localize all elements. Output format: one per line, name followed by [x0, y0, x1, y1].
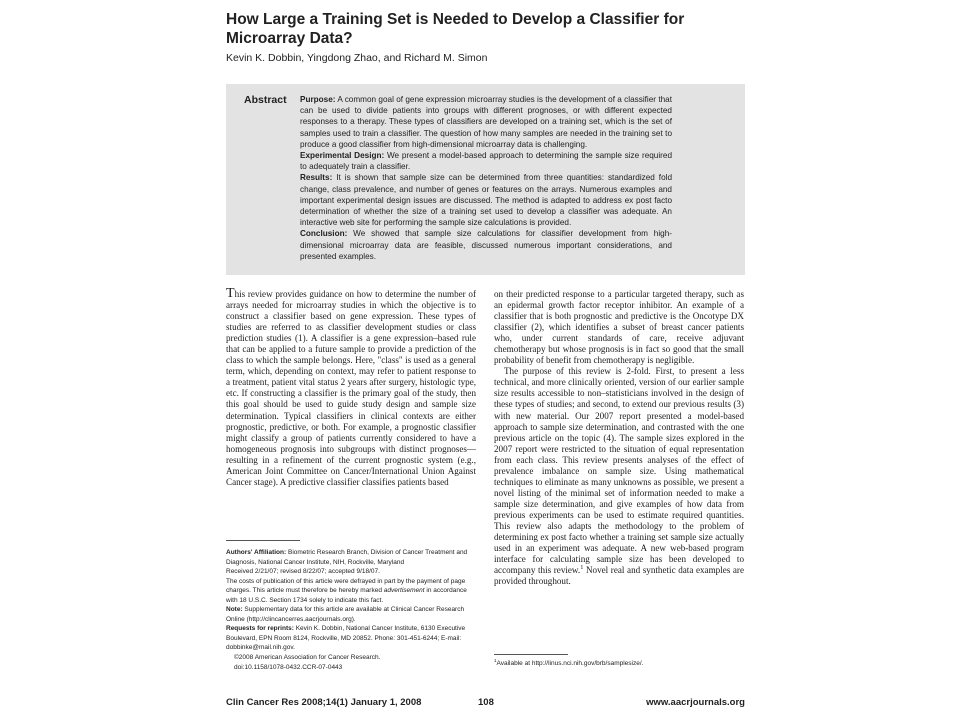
reprints-note [226, 624, 478, 653]
abstract-text-design: We present a model-based approach to determining the sample size required to adequately train a classifier. [300, 151, 673, 172]
received-dates: Received 2/21/07; revised 8/22/07; accepted 9/18/07. [226, 568, 380, 576]
abstract-label-conclusion: Conclusion: [300, 229, 348, 239]
article-title: How Large a Training Set is Needed to Develop a Classifier for Microarray Data? [226, 11, 685, 47]
abstract-label-purpose: Purpose: [300, 95, 336, 104]
purpose-text: The purpose of this review is 2-fold. First, to present a less technical, and more clinically oriented, version of our earlier sample size results accessible to non–statisticians involved in the design of these types of studies; and second, to extend our previous results (3) with new material. Our 2007 report presented a model-based approach to sample size determination, and contrasted with the one previous article on the topic (4). The sample sizes explored in the 2007 report were restricted to the situation of equal representation from each class. This review presents analyses of the effect of prevalence imbalance on sample size. Using mathematical techniques to eliminate as many unknowns as possible, we present a novel listing of the minimal set of information needed to make a sample size determination, and give examples of how data from previous experiments can be used to estimate required quantities. This review also adapts the methodology to the problem of determining ex post facto whether a training set sample size actually used in an experiment was adequate. A new web-based program interface for calculating sample size has been developed to accompany this review. [494, 366, 744, 576]
reprints-label: Requests for reprints: [226, 625, 294, 633]
abstract-body [300, 94, 672, 262]
reprints-text: Kevin K. Dobbin, National Cancer Institute, 6130 Executive Boulevard, EPN Room 8124, Rockville, MD 20852. Phone: 301-451-6244; E-mail: dobbinke@mail.nih.gov. [226, 625, 466, 652]
affiliation-label: Authors' Affiliation: [226, 549, 287, 556]
abstract-purpose [300, 94, 672, 150]
footnote-divider [494, 654, 568, 655]
front-matter-notes [226, 548, 478, 672]
abstract-conclusion [300, 228, 672, 262]
body-paragraph-1: on their predicted response to a particular targeted therapy, such as an epidermal growth factor receptor inhibitor. An example of a classifier that is both prognostic and predictive is the Oncotype DX classifier (2), which identifies a subset of breast cancer patients who, under current standards of care, receive adjuvant chemotherapy but whose prognosis is in fact so good that the small probability of benefit from chemotherapy is negligible. [494, 289, 744, 366]
costs-text-b: in accordance with 18 U.S.C. Section 1734 solely to indicate this fact. [226, 587, 467, 604]
body-paragraph-2 [494, 366, 744, 587]
costs-note [226, 577, 478, 606]
supplementary-note [226, 605, 478, 624]
footer-page-number: 108 [478, 697, 494, 708]
footer-journal-url: www.aacrjournals.org [646, 697, 745, 708]
footer-journal-citation: Clin Cancer Res 2008;14(1) January 1, 2008 [226, 697, 422, 708]
costs-italic: advertisement [383, 587, 425, 595]
affiliation-text: Biometric Research Branch, Division of Cancer Treatment and Diagnosis, National Cancer Institute, NIH, Rockville, Maryland [226, 549, 468, 566]
footnote-text: Available at http://linus.nci.nih.gov/brb/samplesize/. [496, 660, 644, 667]
footnote-ref: 1 [580, 564, 584, 572]
abstract-design [300, 150, 672, 172]
abstract-heading: Abstract [244, 94, 287, 106]
abstract-text-purpose: A common goal of gene expression microarray studies is the development of a classifier that can be used to divide patients into groups with different prognoses, or with different expected responses to a therapy. These types of classifiers are developed on a training set, which is the set of samples used to train a classifier. The question of how many samples are needed in the training set to produce a good classifier from high-dimensional microarray data is challenging. [300, 95, 672, 149]
note-label: Note: [226, 606, 243, 614]
author-list: Kevin K. Dobbin, Yingdong Zhao, and Richard M. Simon [226, 52, 488, 64]
abstract-text-conclusion: We showed that sample size calculations for classifier development from high-dimensional microarray data are feasible, discussed numerous important considerations, and presented examples. [300, 229, 672, 261]
abstract-label-design: Experimental Design: [300, 151, 385, 161]
costs-text-a: The costs of publication of this article were defrayed in part by the payment of page charges. This article must therefore be hereby marked [226, 577, 466, 595]
drop-cap: T [226, 286, 235, 301]
abstract-results [300, 172, 672, 228]
abstract-label-results: Results: [300, 173, 333, 183]
affiliation-note [226, 548, 478, 567]
purpose-text-end: Novel real and synthetic data examples are provided throughout. [494, 565, 744, 587]
intro-text: his review provides guidance on how to determine the number of arrays needed for microarray studies in which the objective is to construct a classifier based on gene expression. These types of studies are referred to as classifier development studies or class prediction studies (1). A classifier is a gene expression–based rule that can be applied to a future sample to provide a prediction of the class to which the sample belongs. Here, "class" is used as a general term, which, depending on context, may refer to patient response to a treatment, patient vital status 2 years after surgery, histologic type, etc. If constructing a classifier is the primary goal of the study, then this goal should be used to guide study design and sample size determination. Typical classifiers in clinical contexts are either prognostic, predictive, or both. For example, a prognostic classifier might classify a group of patients currently considered to have a homogeneous prognosis into subgroups with distinct prognoses—resulting in a refinement of the current prognostic system (e.g., American Joint Committee on Cancer/International Union Against Cancer stage). A predictive classifier classifies patients based [226, 289, 476, 487]
footnote-mark: 1 [494, 657, 497, 663]
notes-divider [226, 540, 300, 541]
doi-line: doi:10.1158/1078-0432.CCR-07-0443 [234, 663, 343, 671]
body-column-right [494, 289, 744, 587]
intro-paragraph [226, 286, 476, 488]
body-column-left [226, 286, 476, 488]
footnote [494, 657, 746, 667]
note-text: Supplementary data for this article are available at Clinical Cancer Research Online (http://clincancerres.aacrjournals.org). [226, 606, 465, 623]
copyright-line: ©2008 American Association for Cancer Research. [234, 654, 381, 662]
abstract-text-results: It is shown that sample size can be determined from three quantities: standardized fold change, class prevalence, and number of genes or features on the arrays. Numerous examples and important experimental design issues are discussed. The method is adapted to address ex post facto determination of whether the size of a training set used to develop a classifier was adequate. An interactive web site for performing the sample size calculations is provided. [300, 173, 672, 228]
